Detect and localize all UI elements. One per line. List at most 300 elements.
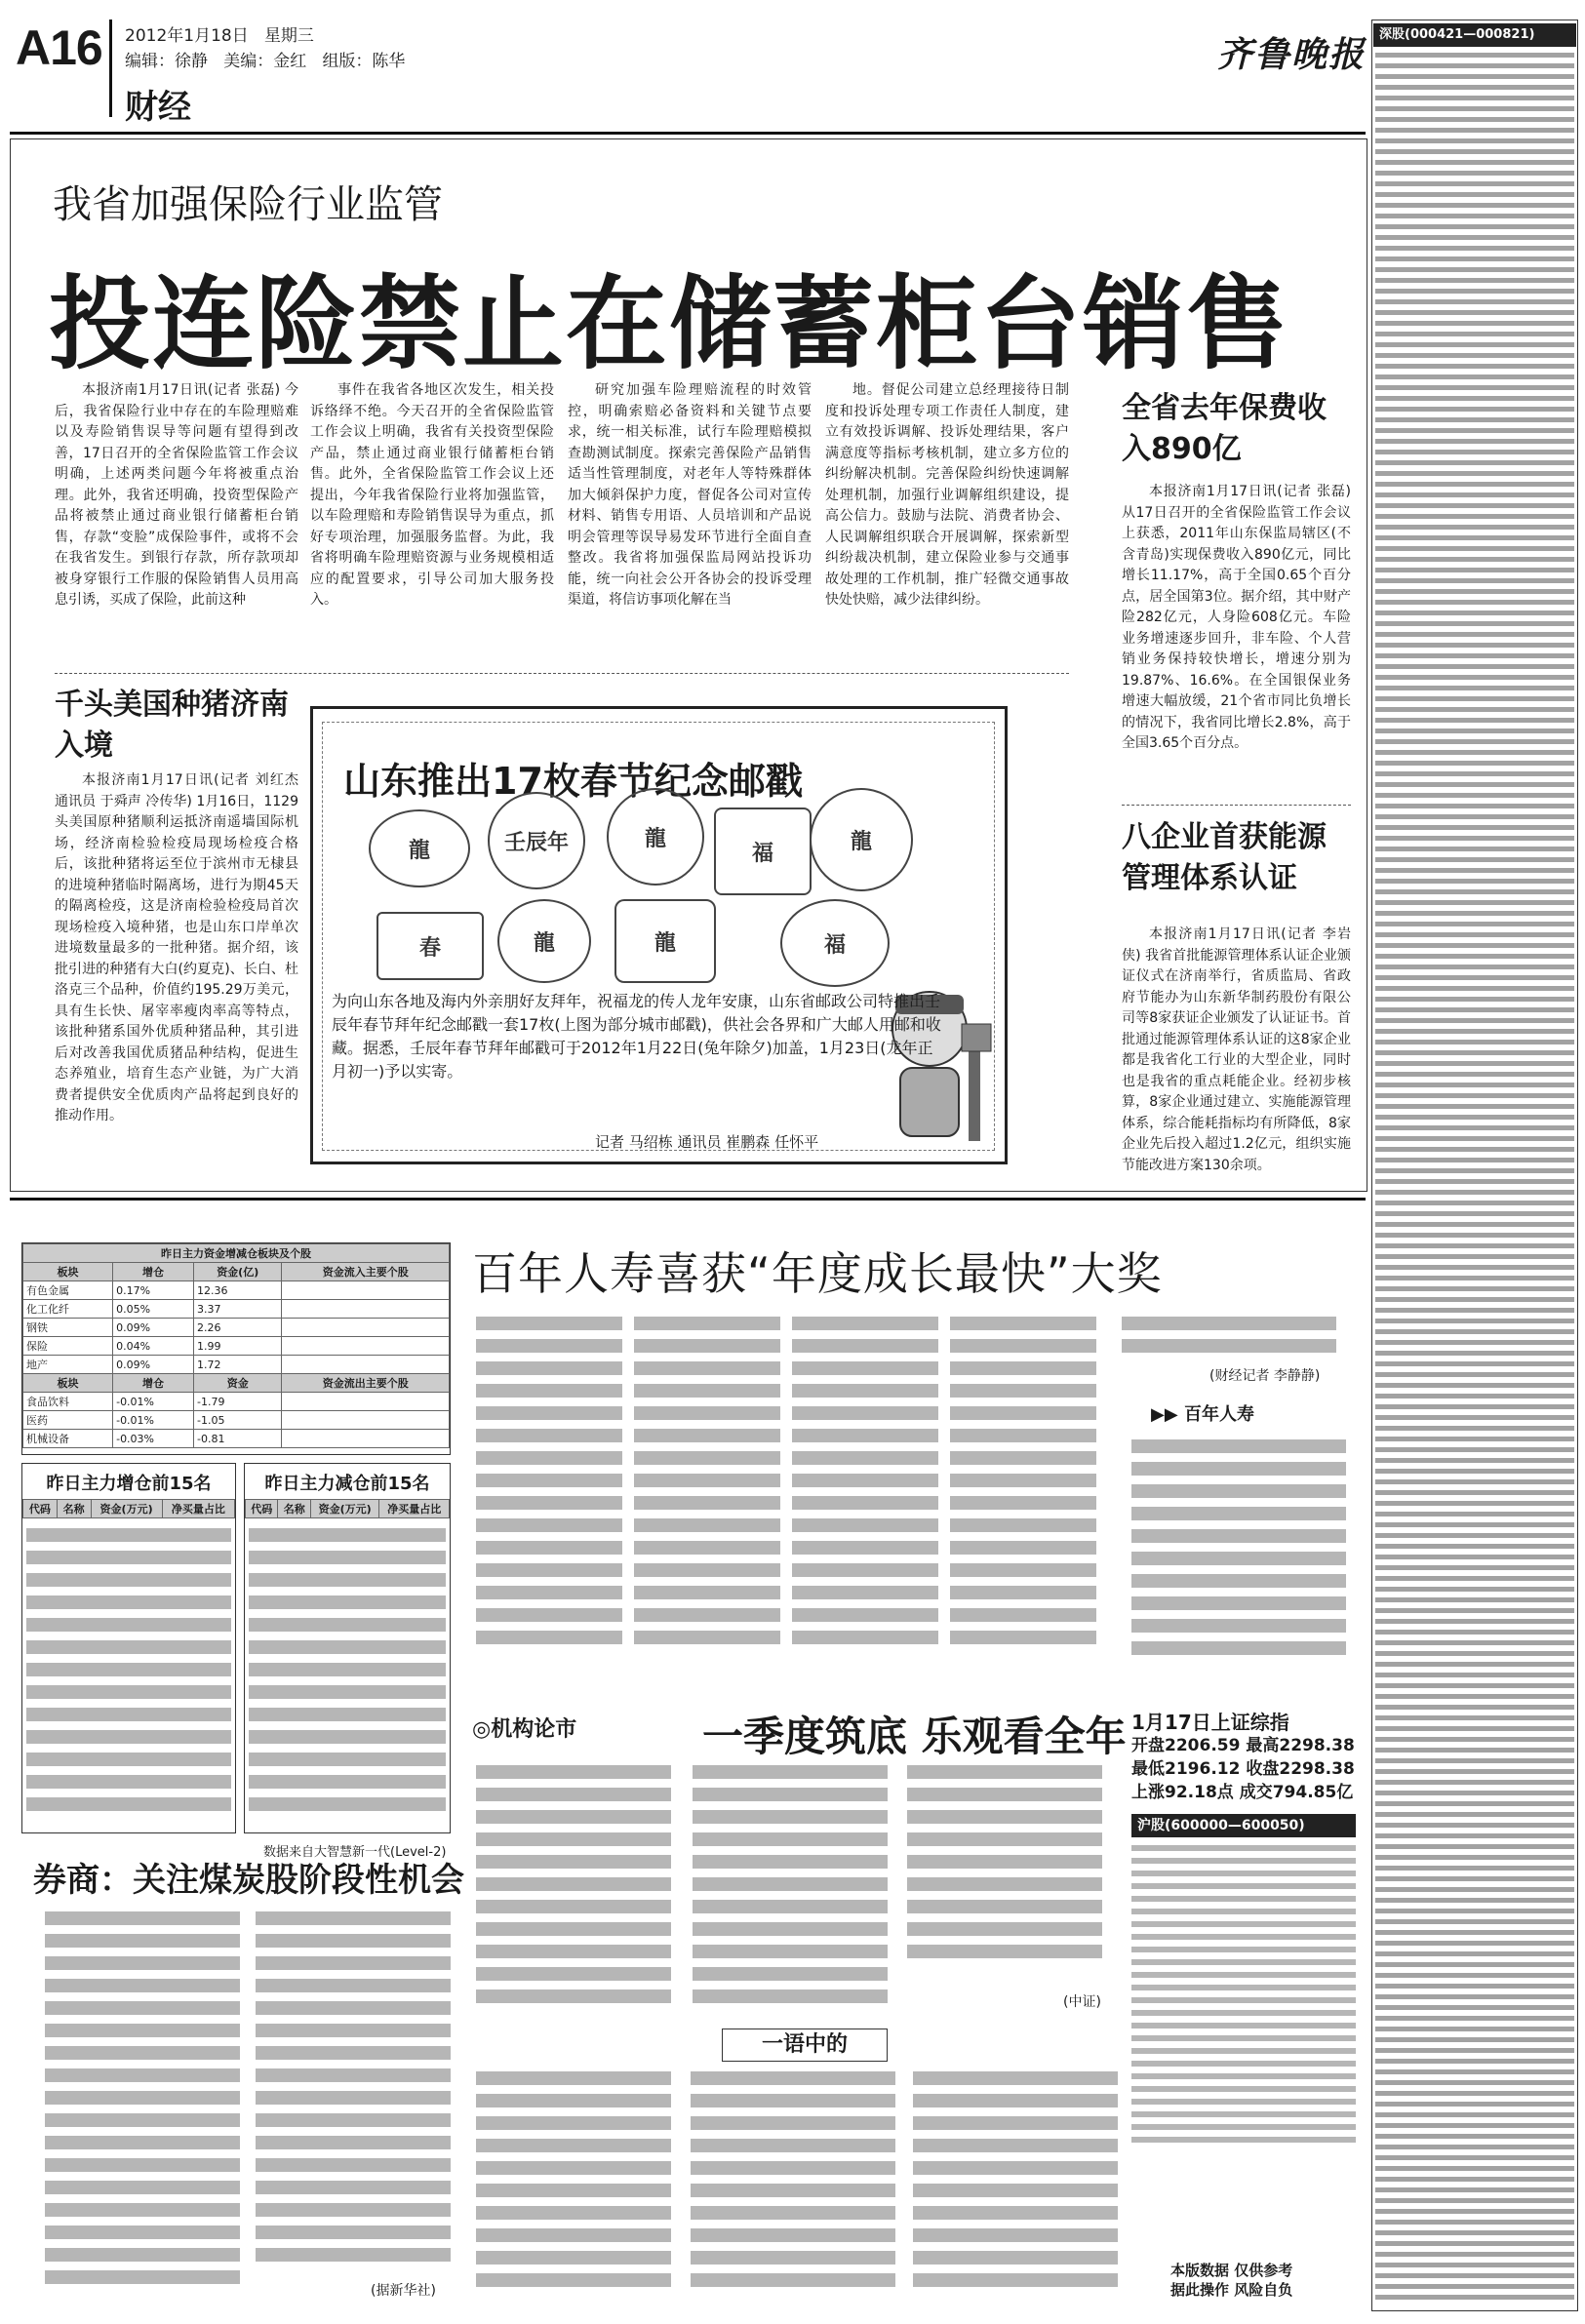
- stock-row-placeholder: [1375, 149, 1574, 154]
- stock-row-placeholder: [1375, 439, 1574, 444]
- fund-byline: (中证): [1063, 1994, 1101, 2010]
- stock-row-placeholder: [1375, 761, 1574, 766]
- page-number: A16: [16, 20, 102, 75]
- cell: 0.17%: [113, 1281, 194, 1300]
- sh-board-header: 沪股(600000—600050): [1131, 1814, 1356, 1837]
- stock-row-placeholder: [1375, 1093, 1574, 1098]
- article-text: 本报济南1月17日讯(记者 张磊) 今后，我省保险行业中存在的车险理赔难以及寿险销售误导等问题有望得到改善，17日召开的全省保险监管工作会议明确，上述两类问题今年将被重点治理。此外，我省还明确，投资型保险产品将被禁止通过商业银行储蓄柜台销售，存款“变脸”成保险事件，或将不会在我省发生。到银行存款，所存款项却被身穿银行工作服的保险销售人员用高息引诱，买成了保险，此前这种: [55, 382, 298, 608]
- stock-row-placeholder: [1375, 1211, 1574, 1216]
- stock-row-placeholder: [1375, 2048, 1574, 2053]
- stock-row-placeholder: [1375, 1490, 1574, 1495]
- stock-row-placeholder: [1375, 1501, 1574, 1506]
- stock-row-placeholder: [1375, 771, 1574, 776]
- stock-row-placeholder: [1375, 1726, 1574, 1731]
- stock-row-placeholder: [1375, 836, 1574, 841]
- col-header: 资金(万元): [91, 1500, 162, 1518]
- stock-row-placeholder: [1375, 1415, 1574, 1420]
- stock-row-placeholder: [1375, 1351, 1574, 1356]
- cell: [282, 1411, 450, 1430]
- stock-row-placeholder: [1375, 739, 1574, 744]
- stock-row-placeholder: [1375, 729, 1574, 733]
- stock-row-placeholder: [1375, 1748, 1574, 1753]
- stock-row-placeholder: [1375, 1651, 1574, 1656]
- cell: 0.04%: [113, 1337, 194, 1356]
- stock-row-placeholder: [1375, 1158, 1574, 1162]
- daily-column-3: [913, 2071, 1118, 2296]
- stock-row-placeholder: [1375, 868, 1574, 873]
- stock-row-placeholder: [1375, 1919, 1574, 1924]
- stock-row-placeholder: [1375, 2112, 1574, 2117]
- stock-row-placeholder: [1375, 1254, 1574, 1259]
- table-row: [23, 1281, 450, 1300]
- stock-row-placeholder: [1375, 1715, 1574, 1720]
- fund-tag-label: 机构论市: [491, 1717, 577, 1742]
- stock-row-placeholder: [1375, 696, 1574, 701]
- stock-row-placeholder: [1375, 525, 1574, 530]
- cell: [282, 1393, 450, 1411]
- stock-row-placeholder: [1375, 2230, 1574, 2235]
- stock-row-placeholder: [1375, 1544, 1574, 1549]
- stock-row-placeholder: [1375, 364, 1574, 369]
- stamp-feature-title: 山东推出17枚春节纪念邮戳: [343, 760, 803, 803]
- issue-date: 2012年1月18日: [125, 26, 249, 46]
- stock-row-placeholder: [1375, 1243, 1574, 1248]
- cell: 2.26: [194, 1319, 282, 1337]
- stock-row-placeholder: [1375, 879, 1574, 884]
- postmark-label: 龍: [408, 838, 430, 863]
- stock-row-placeholder: [1375, 63, 1574, 68]
- table-row: [23, 1337, 450, 1356]
- award-company-profile: [1131, 1439, 1346, 1664]
- stock-row-placeholder: [1375, 965, 1574, 969]
- stock-row-placeholder: [1375, 546, 1574, 551]
- article-column-2: [310, 380, 554, 663]
- stock-row-placeholder: [1375, 1426, 1574, 1431]
- stock-row-placeholder: [1375, 214, 1574, 218]
- stock-row-placeholder: [1375, 954, 1574, 959]
- top-out-rows-placeholder: [249, 1528, 446, 1820]
- stock-row-placeholder: [1375, 1780, 1574, 1785]
- stock-row-placeholder: [1375, 2037, 1574, 2042]
- award-byline: (财经记者 李静静): [1209, 1368, 1321, 1384]
- issue-date-line: [125, 21, 314, 46]
- stock-row-placeholder: [1375, 1533, 1574, 1538]
- stock-row-placeholder: [1375, 1147, 1574, 1152]
- award-column-3: [792, 1317, 938, 1653]
- stock-row-placeholder: [1375, 750, 1574, 755]
- stock-strip-rows: [1375, 53, 1574, 2305]
- postmark-5: [810, 788, 913, 891]
- stock-row-placeholder: [1375, 1329, 1574, 1334]
- postmark-label: 福: [751, 841, 773, 866]
- stock-row-placeholder: [1375, 1705, 1574, 1710]
- cell: -0.01%: [113, 1411, 194, 1430]
- cell: 有色金属: [23, 1281, 113, 1300]
- stock-row-placeholder: [1375, 1662, 1574, 1667]
- article-column-3: [568, 380, 812, 663]
- stock-row-placeholder: [1375, 332, 1574, 336]
- stock-row-placeholder: [1375, 2134, 1574, 2139]
- index-values: [1131, 1734, 1355, 1804]
- table-row: [23, 1374, 450, 1393]
- stock-row-placeholder: [1375, 2059, 1574, 2064]
- postmark-9: [780, 899, 890, 987]
- stock-row-placeholder: [1375, 2220, 1574, 2225]
- top-in-table: [22, 1499, 235, 1518]
- stock-row-placeholder: [1375, 1823, 1574, 1828]
- article-separator: [55, 673, 1069, 674]
- stock-row-placeholder: [1375, 106, 1574, 111]
- col-header: 资金(亿): [194, 1263, 282, 1281]
- cell: [282, 1300, 450, 1319]
- stock-row-placeholder: [1375, 1887, 1574, 1892]
- stock-row-placeholder: [1375, 1844, 1574, 1849]
- stock-row-placeholder: [1375, 128, 1574, 133]
- stock-row-placeholder: [1375, 1383, 1574, 1388]
- stock-row-placeholder: [1375, 932, 1574, 937]
- cell: [282, 1281, 450, 1300]
- postmark-label: 春: [418, 935, 441, 961]
- stock-row-placeholder: [1375, 1479, 1574, 1484]
- top-rule: [10, 132, 1366, 135]
- stock-row-placeholder: [1375, 138, 1574, 143]
- cell: -0.03%: [113, 1430, 194, 1448]
- cell: [282, 1356, 450, 1374]
- article-kicker: 我省加强保险行业监管: [53, 182, 443, 227]
- stock-row-placeholder: [1375, 2016, 1574, 2021]
- stock-row-placeholder: [1375, 643, 1574, 648]
- stock-row-placeholder: [1375, 2198, 1574, 2203]
- pigs-text: 本报济南1月17日讯(记者 刘红杰 通讯员 于舜声 冷传华) 1月16日，1129头美国原种猪顺利运抵济南遥墙国际机场，经济南检验检疫局现场检疫合格后，该批种猪将运至位于滨州市无棣县的进境种猪临时隔离场，进行为期45天的隔离检疫，这是济南检验检疫局首次现场检疫入境种猪，也是山东口岸单次进境数量最多的一批种猪。据介绍，该批引进的种猪有大白(约夏克)、长白、杜洛克三个品种，价值约195.29万美元，具有生长快、屠宰率瘦肉率高等特点，该批种猪系国外优质种猪品种，其引进后对改善我国优质猪品种结构，促进生态养殖业，培育生态产业链，为广大消费者提供安全优质肉产品将起到良好的推动作用。: [55, 772, 298, 1123]
- coal-column-2: [256, 1911, 451, 2270]
- col-header: 资金流入主要个股: [282, 1263, 450, 1281]
- fund-column-3: [907, 1765, 1102, 1967]
- stock-row-placeholder: [1375, 1437, 1574, 1441]
- stock-row-placeholder: [1375, 407, 1574, 412]
- stock-row-placeholder: [1375, 900, 1574, 905]
- stock-row-placeholder: [1375, 321, 1574, 326]
- stock-row-placeholder: [1375, 1973, 1574, 1978]
- stock-row-placeholder: [1375, 2252, 1574, 2257]
- stock-row-placeholder: [1375, 1072, 1574, 1077]
- award-column-2: [634, 1317, 780, 1653]
- stock-row-placeholder: [1375, 450, 1574, 454]
- stock-row-placeholder: [1375, 310, 1574, 315]
- stock-row-placeholder: [1375, 1694, 1574, 1699]
- stock-row-placeholder: [1375, 192, 1574, 197]
- stock-row-placeholder: [1375, 1029, 1574, 1034]
- award-column-1: [476, 1317, 622, 1653]
- stock-row-placeholder: [1375, 2263, 1574, 2267]
- stock-row-placeholder: [1375, 1898, 1574, 1903]
- stock-row-placeholder: [1375, 1061, 1574, 1066]
- stock-row-placeholder: [1375, 1201, 1574, 1205]
- stock-row-placeholder: [1375, 1083, 1574, 1087]
- stock-row-placeholder: [1375, 2102, 1574, 2107]
- cell: 板块: [23, 1374, 113, 1393]
- premium-text: 本报济南1月17日讯(记者 张磊) 从17日召开的全省保险监管工作会议上获悉，2011年山东保监局辖区(不含青岛)实现保费收入890亿元，同比增长11.17%，高于全国0.65个百分点，居全国第3位。据介绍，其中财产险282亿元，人身险608亿元。车险业务增速逐步回升，非车险、个人营销业务保持较快增长，增速分别为19.87%、16.6%。在全国银保业务增速大幅放缓，21个省市同比负增长的情况下，我省同比增长2.8%，高于全国3.65个百分点。: [1122, 484, 1351, 751]
- table-source-note: 数据来自大智慧新一代(Level-2): [263, 1845, 447, 1860]
- index-volume: 成交794.85亿: [1239, 1783, 1354, 1802]
- designer: 美编：金红: [223, 52, 307, 71]
- stock-row-placeholder: [1375, 611, 1574, 615]
- stock-row-placeholder: [1375, 578, 1574, 583]
- stock-row-placeholder: [1375, 600, 1574, 605]
- top-out-table-box: [244, 1463, 451, 1833]
- postmark-6: [376, 912, 484, 980]
- cell: 1.72: [194, 1356, 282, 1374]
- stock-row-placeholder: [1375, 235, 1574, 240]
- cell: 食品饮料: [23, 1393, 113, 1411]
- stock-row-placeholder: [1375, 1597, 1574, 1602]
- postmark-8: [614, 899, 716, 983]
- stock-row-placeholder: [1375, 85, 1574, 90]
- stock-row-placeholder: [1375, 1040, 1574, 1044]
- article-text: 事件在我省各地区次发生，相关投诉络绎不绝。今天召开的全省保险监管工作会议上明确，我省有关投资型保险产品，禁止通过商业银行储蓄柜台销售。此外，全省保险监管工作会议上还提出，今年我省保险行业将加强监管，以车险理赔和寿险销售误导为重点，抓好专项治理，加强服务监督。为此，我省将明确车险理赔资源与业务规模相适应的配置要求，引导公司加大服务投入。: [310, 382, 554, 608]
- stock-row-placeholder: [1375, 2091, 1574, 2096]
- stock-row-placeholder: [1375, 632, 1574, 637]
- stock-row-placeholder: [1375, 1522, 1574, 1527]
- fund-title: 一季度筑底 乐观看全年: [702, 1713, 1127, 1760]
- daily-column-2: [691, 2071, 895, 2296]
- stock-row-placeholder: [1375, 1469, 1574, 1474]
- daily-title: 一语中的: [722, 2029, 888, 2062]
- stock-row-placeholder: [1375, 53, 1574, 58]
- cell: 钢铁: [23, 1319, 113, 1337]
- stock-row-placeholder: [1375, 203, 1574, 208]
- cell: 资金流出主要个股: [282, 1374, 450, 1393]
- cell: 12.36: [194, 1281, 282, 1300]
- stock-row-placeholder: [1375, 857, 1574, 862]
- stock-row-placeholder: [1375, 804, 1574, 808]
- table-row: [23, 1356, 450, 1374]
- stock-row-placeholder: [1375, 718, 1574, 723]
- top-in-title: 昨日主力增仓前15名: [46, 1474, 212, 1494]
- cell: 0.05%: [113, 1300, 194, 1319]
- top-out-table: [245, 1499, 450, 1518]
- stock-row-placeholder: [1375, 889, 1574, 894]
- stock-row-placeholder: [1375, 1447, 1574, 1452]
- stock-row-placeholder: [1375, 1994, 1574, 1999]
- cell: [282, 1337, 450, 1356]
- cell: 机械设备: [23, 1430, 113, 1448]
- stock-row-placeholder: [1375, 1458, 1574, 1463]
- postmark-label: 福: [823, 932, 846, 958]
- index-row: [1131, 1734, 1355, 1757]
- stock-row-placeholder: [1375, 664, 1574, 669]
- stock-row-placeholder: [1375, 1801, 1574, 1806]
- table-row: [23, 1393, 450, 1411]
- stock-row-placeholder: [1375, 385, 1574, 390]
- stock-row-placeholder: [1375, 1866, 1574, 1871]
- cell: -0.01%: [113, 1393, 194, 1411]
- stock-row-placeholder: [1375, 1265, 1574, 1270]
- stock-row-placeholder: [1375, 1512, 1574, 1517]
- stock-row-placeholder: [1375, 1115, 1574, 1120]
- stock-row-placeholder: [1375, 460, 1574, 465]
- award-link[interactable]: ▶▶ 百年人寿: [1151, 1404, 1254, 1425]
- stock-row-placeholder: [1375, 675, 1574, 680]
- award-column-5: [1122, 1317, 1336, 1361]
- stock-row-placeholder: [1375, 396, 1574, 401]
- stock-row-placeholder: [1375, 2209, 1574, 2214]
- sh-board-rows: [1131, 1845, 1356, 2149]
- stock-row-placeholder: [1375, 1941, 1574, 1946]
- stock-row-placeholder: [1375, 2005, 1574, 2010]
- stock-row-placeholder: [1375, 1608, 1574, 1613]
- stock-row-placeholder: [1375, 1769, 1574, 1774]
- stock-row-placeholder: [1375, 1136, 1574, 1141]
- layout-editor: 组版：陈华: [322, 52, 406, 71]
- stock-row-placeholder: [1375, 621, 1574, 626]
- cell: -1.79: [194, 1393, 282, 1411]
- stock-row-placeholder: [1375, 1104, 1574, 1109]
- stock-row-placeholder: [1375, 1930, 1574, 1935]
- stock-row-placeholder: [1375, 1587, 1574, 1592]
- award-column-4: [950, 1317, 1096, 1653]
- stock-row-placeholder: [1375, 1125, 1574, 1130]
- stock-row-placeholder: [1375, 1876, 1574, 1881]
- stock-row-placeholder: [1375, 1619, 1574, 1624]
- stock-row-placeholder: [1375, 943, 1574, 948]
- stock-row-placeholder: [1375, 1951, 1574, 1956]
- coal-column-1: [45, 1911, 240, 2293]
- stock-row-placeholder: [1375, 2241, 1574, 2246]
- index-open: 开盘2206.59: [1131, 1736, 1241, 1755]
- cell: 保险: [23, 1337, 113, 1356]
- col-header: 板块: [23, 1263, 113, 1281]
- postmark-3: [607, 788, 704, 886]
- stock-row-placeholder: [1375, 2166, 1574, 2171]
- col-header: 净买量占比: [379, 1500, 450, 1518]
- premium-title: 全省去年保费收入890亿: [1122, 391, 1327, 466]
- stock-row-placeholder: [1375, 353, 1574, 358]
- fund-tag: ◎机构论市: [472, 1717, 577, 1742]
- stock-row-placeholder: [1375, 1833, 1574, 1838]
- side-separator: [1122, 805, 1351, 806]
- stock-row-placeholder: [1375, 1555, 1574, 1559]
- postmark-2: [488, 792, 585, 889]
- newspaper-logo: 齐鲁晚报: [1217, 34, 1367, 75]
- pigs-title: 千头美国种猪济南入境: [55, 688, 289, 763]
- stock-row-placeholder: [1375, 1791, 1574, 1795]
- article-text: 地。督促公司建立总经理接待日制度和投诉处理专项工作责任人制度，建立有效投诉调解、投诉处理结果，客户满意度等指标考核机制，建立多方位的纠纷解决机制。完善保险纠纷快速调解处理机制，加强行业调解组织建设，提高公信力。鼓励与法院、消费者协会、人民调解组织联合开展调解，探索新型纠纷裁决机制，建立保险业参与交通事故处理的工作机制，推广轻微交通事故快处快赔，减少法律纠纷。: [825, 382, 1069, 608]
- stock-row-placeholder: [1375, 2295, 1574, 2300]
- col-header: 代码: [246, 1500, 278, 1518]
- stock-row-placeholder: [1375, 1179, 1574, 1184]
- stock-row-placeholder: [1375, 1276, 1574, 1280]
- stock-row-placeholder: [1375, 1018, 1574, 1023]
- cell: 医药: [23, 1411, 113, 1430]
- stock-row-placeholder: [1375, 1297, 1574, 1302]
- stock-row-placeholder: [1375, 1909, 1574, 1913]
- stock-row-placeholder: [1375, 847, 1574, 851]
- stock-row-placeholder: [1375, 246, 1574, 251]
- index-row: [1131, 1781, 1355, 1804]
- section-name: 财经: [125, 88, 191, 127]
- stock-row-placeholder: [1375, 557, 1574, 562]
- stock-row-placeholder: [1375, 568, 1574, 572]
- fund-column-2: [693, 1765, 888, 2012]
- stock-row-placeholder: [1375, 374, 1574, 379]
- cell: 0.09%: [113, 1356, 194, 1374]
- stock-strip-title: 深股(000421—000821): [1373, 23, 1576, 47]
- stock-row-placeholder: [1375, 171, 1574, 176]
- article-column-1: [55, 380, 298, 663]
- stock-row-placeholder: [1375, 471, 1574, 476]
- stock-row-placeholder: [1375, 2284, 1574, 2289]
- stock-row-placeholder: [1375, 492, 1574, 497]
- index-change: 上涨92.18点: [1131, 1783, 1234, 1802]
- index-close: 收盘2298.38: [1246, 1759, 1355, 1779]
- editor: 编辑：徐静: [125, 52, 208, 71]
- col-header: 名称: [278, 1500, 310, 1518]
- col-header: 增仓: [113, 1263, 194, 1281]
- stock-row-placeholder: [1375, 653, 1574, 658]
- article-text: 研究加强车险理赔流程的时效管控，明确索赔必备资料和关键节点要求，统一相关标准，试行车险理赔模拟查勘测试制度。探索完善保险产品销售适当性管理制度，对老年人等特殊群体加大倾斜保护力度，督促各公司对宣传材料、销售专用语、人员培训和产品说明会管理等误导易发环节进行全面自查整改。我省将加强保监局网站投诉功能，统一向社会公开各协会的投诉受理渠道，将信访事项化解在当: [568, 382, 812, 608]
- col-header: 净买量占比: [162, 1500, 234, 1518]
- award-title: 百年人寿喜获“年度成长最快”大奖: [472, 1247, 1163, 1300]
- postmark-label: 龍: [533, 930, 555, 956]
- coal-byline: (据新华社): [371, 2283, 436, 2299]
- stock-row-placeholder: [1375, 1565, 1574, 1570]
- table-row: [23, 1411, 450, 1430]
- cell: -1.05: [194, 1411, 282, 1430]
- stock-row-placeholder: [1375, 181, 1574, 186]
- pigs-body: [55, 770, 298, 1180]
- issue-weekday: 星期三: [263, 26, 314, 46]
- disclaimer-line-1: 本版数据 仅供参考: [1170, 2262, 1293, 2279]
- stock-row-placeholder: [1375, 1190, 1574, 1195]
- stock-row-placeholder: [1375, 975, 1574, 980]
- cell: -0.81: [194, 1430, 282, 1448]
- stock-row-placeholder: [1375, 74, 1574, 79]
- stamp-caption: 为向山东各地及海内外亲朋好友拜年，祝福龙的传人龙年安康，山东省邮政公司特推出壬辰年春节拜年纪念邮戳一套17枚(上图为部分城市邮戳)，供社会各界和广大邮人用邮和收藏。据悉，壬辰年春节拜年邮戳可于2012年1月22日(兔年除夕)加盖，1月23日(龙年正月初一)予以实寄。: [332, 992, 941, 1081]
- stock-row-placeholder: [1375, 589, 1574, 594]
- cell: 化工化纤: [23, 1300, 113, 1319]
- stock-row-placeholder: [1375, 997, 1574, 1002]
- stock-row-placeholder: [1375, 922, 1574, 926]
- index-low: 最低2196.12: [1131, 1759, 1241, 1779]
- col-header: 代码: [23, 1500, 58, 1518]
- stock-row-placeholder: [1375, 117, 1574, 122]
- lower-section-rule: [10, 1198, 1366, 1201]
- stock-row-placeholder: [1375, 1007, 1574, 1012]
- postmark-1: [369, 809, 470, 887]
- postmark-label: 龍: [850, 829, 872, 854]
- stamp-byline: 记者 马绍栋 通讯员 崔鹏森 任怀平: [595, 1133, 819, 1151]
- cell: [282, 1319, 450, 1337]
- table-row: [23, 1430, 450, 1448]
- cell: 0.09%: [113, 1319, 194, 1337]
- stock-row-placeholder: [1375, 1168, 1574, 1173]
- coal-title: 券商：关注煤炭股阶段性机会: [33, 1861, 464, 1900]
- stock-row-placeholder: [1375, 289, 1574, 294]
- stock-row-placeholder: [1375, 160, 1574, 165]
- stock-row-placeholder: [1375, 825, 1574, 830]
- disclaimer: [1170, 2261, 1292, 2300]
- stock-row-placeholder: [1375, 299, 1574, 304]
- stock-row-placeholder: [1375, 814, 1574, 819]
- postmark-label: 龍: [644, 826, 666, 851]
- col-header: 名称: [57, 1500, 91, 1518]
- stock-row-placeholder: [1375, 2273, 1574, 2278]
- index-title: 1月17日上证综指: [1131, 1711, 1289, 1734]
- sector-flow-table: [22, 1243, 450, 1448]
- energy-body: [1122, 925, 1351, 1180]
- stock-row-placeholder: [1375, 2069, 1574, 2074]
- stock-row-placeholder: [1375, 1855, 1574, 1860]
